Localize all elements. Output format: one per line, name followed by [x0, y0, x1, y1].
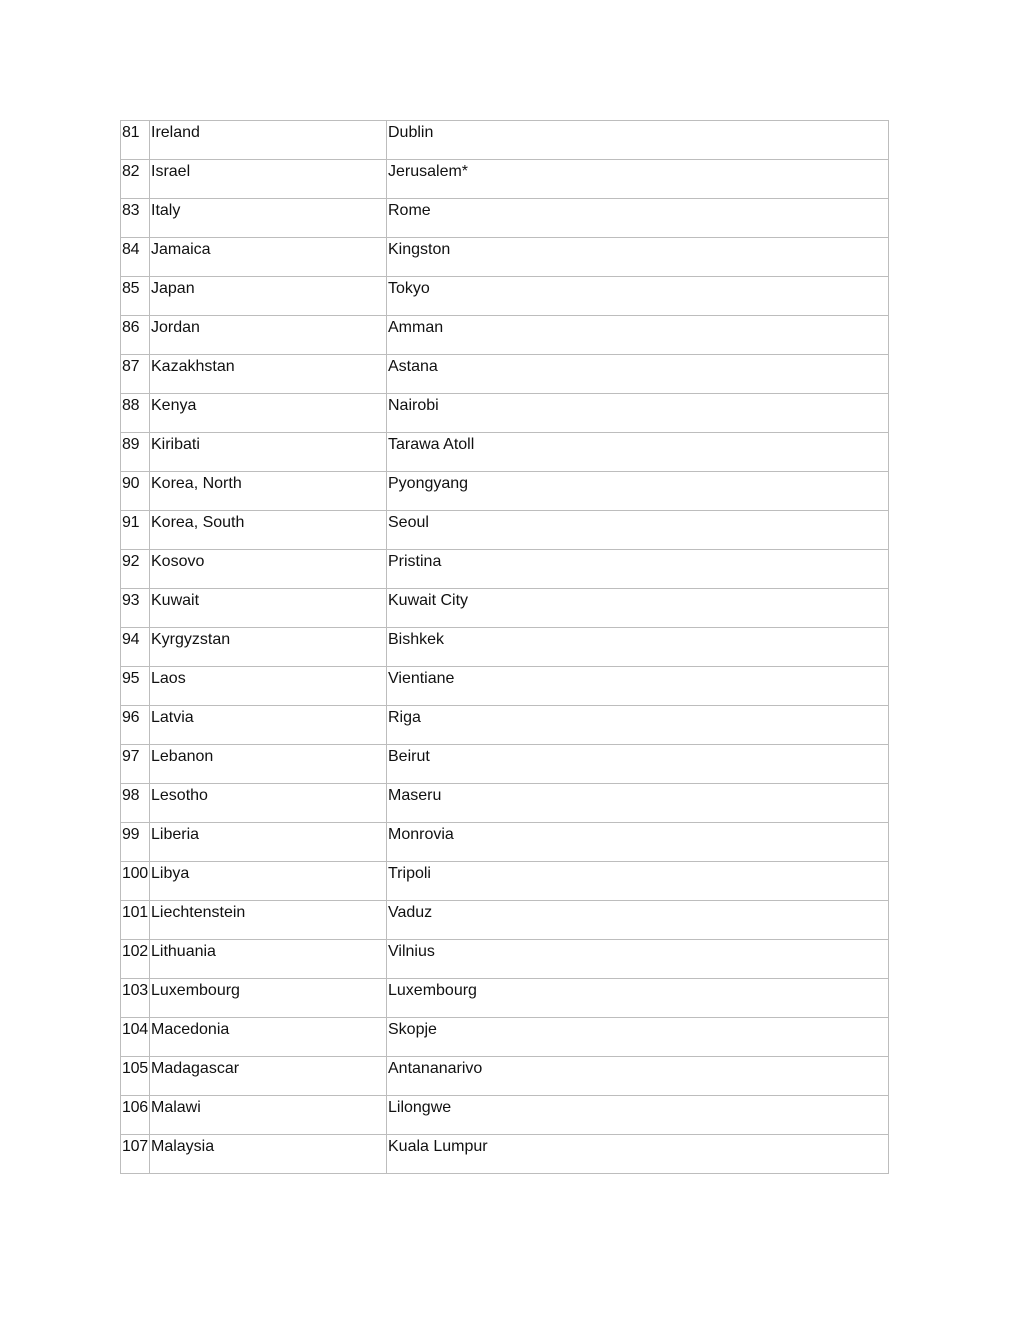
country-name: Korea, North — [151, 475, 242, 492]
capital-name: Rome — [388, 202, 431, 219]
table-row — [121, 511, 889, 550]
country-cell — [150, 706, 387, 745]
capital-name: Maseru — [388, 787, 442, 804]
country-name: Luxembourg — [151, 982, 240, 999]
country-cell — [150, 823, 387, 862]
capital-name: Dublin — [388, 124, 434, 141]
country-cell — [150, 511, 387, 550]
row-number: 90 — [122, 475, 140, 492]
capital-cell — [387, 667, 889, 706]
table-row — [121, 862, 889, 901]
capital-name: Vientiane — [388, 670, 455, 687]
capital-name: Skopje — [388, 1021, 437, 1038]
capital-cell — [387, 433, 889, 472]
row-number-cell — [121, 823, 150, 862]
table-row — [121, 277, 889, 316]
country-cell — [150, 1096, 387, 1135]
row-number: 92 — [122, 553, 140, 570]
table-row — [121, 160, 889, 199]
row-number-cell — [121, 238, 150, 277]
country-cell — [150, 277, 387, 316]
country-name: Macedonia — [151, 1021, 230, 1038]
row-number-cell — [121, 1057, 150, 1096]
table-body — [121, 121, 889, 1174]
country-name: Japan — [151, 280, 195, 297]
country-name: Kuwait — [151, 592, 200, 609]
table-row — [121, 1135, 889, 1174]
country-name: Libya — [151, 865, 190, 882]
country-name: Liberia — [151, 826, 200, 843]
capital-name: Lilongwe — [388, 1099, 452, 1116]
country-cell — [150, 316, 387, 355]
row-number: 94 — [122, 631, 140, 648]
capital-cell — [387, 706, 889, 745]
capital-name: Amman — [388, 319, 444, 336]
country-name: Kenya — [151, 397, 197, 414]
capital-name: Kingston — [388, 241, 451, 258]
capital-cell — [387, 1018, 889, 1057]
capital-name: Vilnius — [388, 943, 435, 960]
capital-cell — [387, 1135, 889, 1174]
row-number-cell — [121, 589, 150, 628]
row-number-cell — [121, 199, 150, 238]
capital-cell — [387, 1096, 889, 1135]
country-name: Jordan — [151, 319, 200, 336]
table-row — [121, 238, 889, 277]
country-cell — [150, 121, 387, 160]
table-row — [121, 1018, 889, 1057]
row-number: 91 — [122, 514, 140, 531]
row-number-cell — [121, 433, 150, 472]
table-row — [121, 355, 889, 394]
table-row — [121, 901, 889, 940]
country-cell — [150, 979, 387, 1018]
capital-name: Astana — [388, 358, 438, 375]
row-number-cell — [121, 316, 150, 355]
row-number: 99 — [122, 826, 140, 843]
capital-cell — [387, 277, 889, 316]
row-number-cell — [121, 1096, 150, 1135]
capital-cell — [387, 511, 889, 550]
row-number-cell — [121, 277, 150, 316]
row-number: 103 — [122, 982, 148, 999]
table-row — [121, 589, 889, 628]
capital-cell — [387, 862, 889, 901]
capital-name: Kuala Lumpur — [388, 1138, 488, 1155]
capital-name: Riga — [388, 709, 421, 726]
row-number-cell — [121, 979, 150, 1018]
country-cell — [150, 940, 387, 979]
table-row — [121, 1096, 889, 1135]
table-row — [121, 628, 889, 667]
country-cell — [150, 394, 387, 433]
row-number: 96 — [122, 709, 140, 726]
country-cell — [150, 472, 387, 511]
capital-cell — [387, 316, 889, 355]
capital-name: Kuwait City — [388, 592, 469, 609]
row-number-cell — [121, 511, 150, 550]
table-row — [121, 550, 889, 589]
row-number: 85 — [122, 280, 140, 297]
capital-name: Monrovia — [388, 826, 454, 843]
country-cell — [150, 199, 387, 238]
row-number-cell — [121, 472, 150, 511]
row-number-cell — [121, 550, 150, 589]
country-name: Kazakhstan — [151, 358, 235, 375]
country-name: Latvia — [151, 709, 194, 726]
country-name: Israel — [151, 163, 191, 180]
table-row — [121, 433, 889, 472]
row-number: 84 — [122, 241, 140, 258]
country-name: Liechtenstein — [151, 904, 246, 921]
table-row — [121, 199, 889, 238]
row-number: 86 — [122, 319, 140, 336]
table-row — [121, 121, 889, 160]
country-cell — [150, 1135, 387, 1174]
row-number: 88 — [122, 397, 140, 414]
country-cell — [150, 667, 387, 706]
capital-cell — [387, 901, 889, 940]
country-name: Italy — [151, 202, 181, 219]
country-name: Lebanon — [151, 748, 214, 765]
row-number-cell — [121, 355, 150, 394]
row-number-cell — [121, 706, 150, 745]
country-cell — [150, 784, 387, 823]
country-cell — [150, 628, 387, 667]
table-row — [121, 472, 889, 511]
capital-cell — [387, 940, 889, 979]
country-cell — [150, 238, 387, 277]
country-cell — [150, 433, 387, 472]
country-cell — [150, 355, 387, 394]
row-number-cell — [121, 784, 150, 823]
row-number: 81 — [122, 124, 140, 141]
country-name: Kiribati — [151, 436, 200, 453]
countries-capitals-table — [120, 120, 889, 1174]
country-name: Kyrgyzstan — [151, 631, 231, 648]
table-row — [121, 940, 889, 979]
capital-name: Pristina — [388, 553, 442, 570]
row-number-cell — [121, 862, 150, 901]
country-name: Ireland — [151, 124, 200, 141]
row-number: 93 — [122, 592, 140, 609]
capital-cell — [387, 238, 889, 277]
row-number-cell — [121, 940, 150, 979]
row-number-cell — [121, 1018, 150, 1057]
capital-cell — [387, 121, 889, 160]
country-name: Madagascar — [151, 1060, 240, 1077]
capital-name: Antananarivo — [388, 1060, 483, 1077]
capital-cell — [387, 589, 889, 628]
capital-name: Pyongyang — [388, 475, 469, 492]
row-number: 98 — [122, 787, 140, 804]
table-row — [121, 784, 889, 823]
row-number: 100 — [122, 865, 148, 882]
country-name: Laos — [151, 670, 186, 687]
table-row — [121, 706, 889, 745]
country-name: Kosovo — [151, 553, 205, 570]
country-cell — [150, 745, 387, 784]
row-number-cell — [121, 901, 150, 940]
capital-cell — [387, 160, 889, 199]
row-number: 83 — [122, 202, 140, 219]
capital-name: Bishkek — [388, 631, 445, 648]
row-number: 97 — [122, 748, 140, 765]
row-number: 107 — [122, 1138, 148, 1155]
table-row — [121, 316, 889, 355]
country-name: Lithuania — [151, 943, 216, 960]
row-number: 89 — [122, 436, 140, 453]
row-number-cell — [121, 628, 150, 667]
row-number-cell — [121, 160, 150, 199]
capital-cell — [387, 745, 889, 784]
country-cell — [150, 160, 387, 199]
capital-cell — [387, 394, 889, 433]
capital-cell — [387, 823, 889, 862]
capital-name: Tokyo — [388, 280, 430, 297]
row-number-cell — [121, 1135, 150, 1174]
table-row — [121, 667, 889, 706]
capital-cell — [387, 628, 889, 667]
table-row — [121, 1057, 889, 1096]
capital-name: Tarawa Atoll — [388, 436, 475, 453]
capital-name: Luxembourg — [388, 982, 477, 999]
capital-name: Vaduz — [388, 904, 433, 921]
row-number: 87 — [122, 358, 140, 375]
country-cell — [150, 1057, 387, 1096]
row-number-cell — [121, 394, 150, 433]
country-cell — [150, 862, 387, 901]
country-name: Jamaica — [151, 241, 211, 258]
capital-cell — [387, 1057, 889, 1096]
row-number: 102 — [122, 943, 148, 960]
table-row — [121, 745, 889, 784]
capital-name: Seoul — [388, 514, 429, 531]
table-row — [121, 979, 889, 1018]
capital-name: Jerusalem* — [388, 163, 469, 180]
row-number: 104 — [122, 1021, 148, 1038]
table-row — [121, 394, 889, 433]
capital-name: Tripoli — [388, 865, 431, 882]
row-number-cell — [121, 121, 150, 160]
row-number: 82 — [122, 163, 140, 180]
row-number-cell — [121, 745, 150, 784]
capital-cell — [387, 550, 889, 589]
country-cell — [150, 589, 387, 628]
capital-cell — [387, 784, 889, 823]
capital-cell — [387, 472, 889, 511]
country-cell — [150, 550, 387, 589]
country-name: Malaysia — [151, 1138, 215, 1155]
capital-cell — [387, 199, 889, 238]
country-name: Malawi — [151, 1099, 201, 1116]
row-number: 95 — [122, 670, 140, 687]
capital-cell — [387, 979, 889, 1018]
capital-name: Nairobi — [388, 397, 439, 414]
country-cell — [150, 901, 387, 940]
row-number: 105 — [122, 1060, 148, 1077]
capital-cell — [387, 355, 889, 394]
country-name: Korea, South — [151, 514, 245, 531]
row-number-cell — [121, 667, 150, 706]
table-row — [121, 823, 889, 862]
capital-name: Beirut — [388, 748, 430, 765]
country-cell — [150, 1018, 387, 1057]
country-name: Lesotho — [151, 787, 208, 804]
row-number: 106 — [122, 1099, 148, 1116]
row-number: 101 — [122, 904, 148, 921]
